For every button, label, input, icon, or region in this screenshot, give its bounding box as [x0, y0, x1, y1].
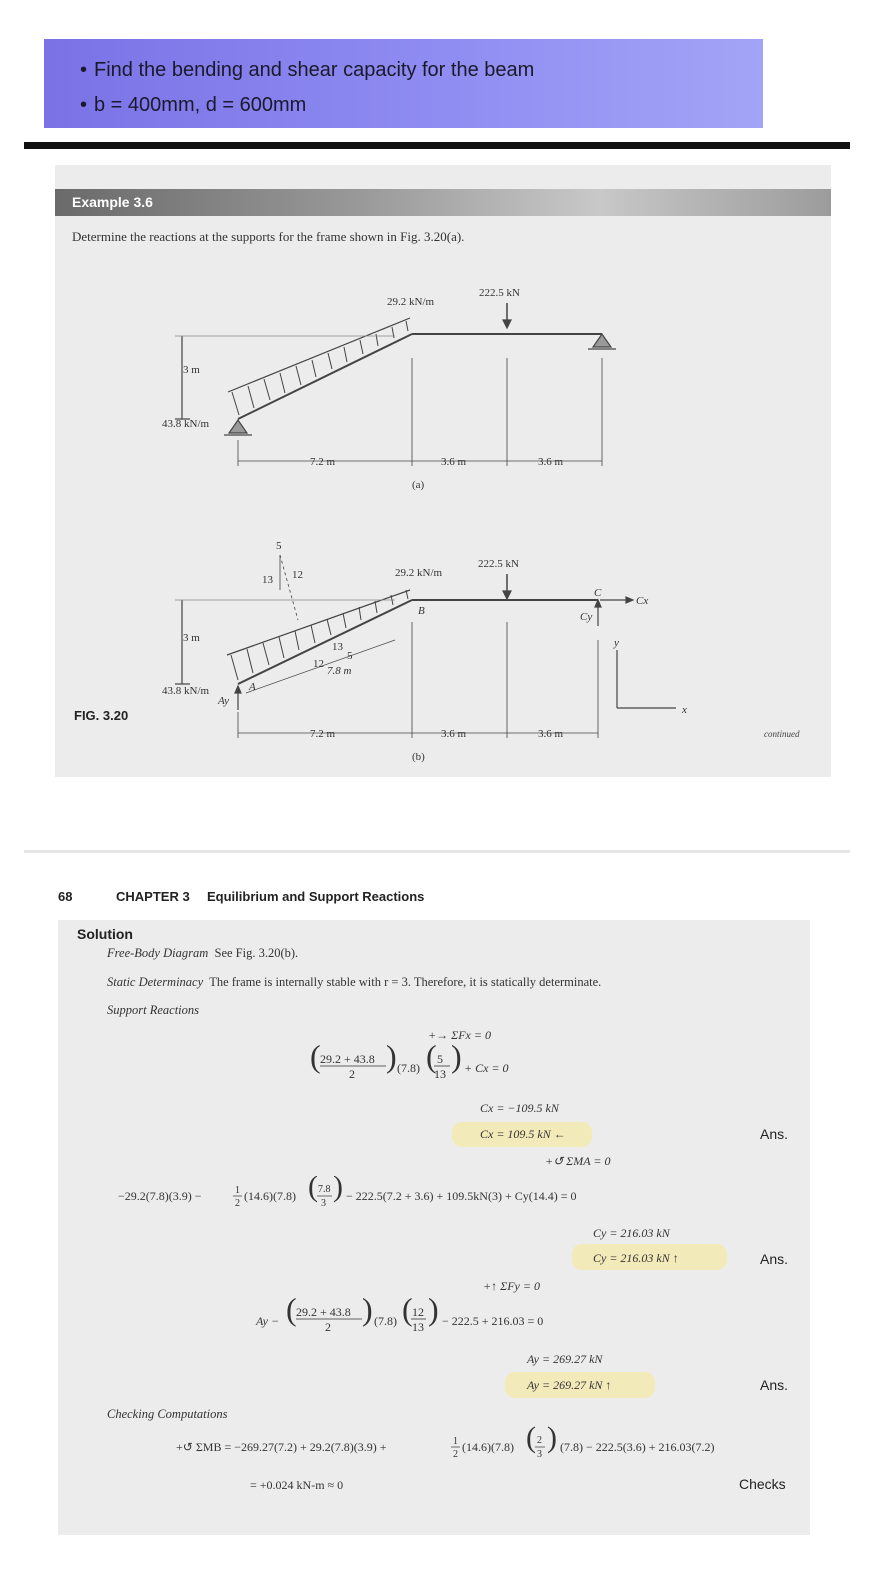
- frac5-num: 5: [437, 1052, 443, 1066]
- label-height-b: 3 m: [183, 632, 200, 644]
- label-slope-5: 5: [276, 540, 282, 552]
- caption-a: (a): [412, 479, 425, 491]
- figure-label: FIG. 3.20: [74, 708, 129, 723]
- eq-sum-fx: +→ ΣFx = 0: [428, 1028, 491, 1042]
- bullet-question: • Find the bending and shear capacity for the beam: [80, 59, 535, 81]
- chapter-label: CHAPTER 3: [116, 889, 190, 904]
- frac23-den: 3: [537, 1449, 542, 1460]
- eq3-mid: (7.8): [374, 1314, 397, 1328]
- svg-text:): ): [333, 1176, 343, 1203]
- label-dim3-b: 3.6 m: [538, 728, 564, 740]
- label-tri-13: 13: [332, 641, 343, 653]
- eq-ma-expression: [110, 1176, 670, 1220]
- eq-fx-expression: [300, 1045, 540, 1093]
- checks-label: Checks: [739, 1476, 786, 1492]
- label-node-b: B: [418, 605, 425, 617]
- eq3-a: Ay −: [256, 1314, 280, 1328]
- label-length-b: 7.8 m: [327, 665, 352, 677]
- eq2-b: (14.6)(7.8): [244, 1189, 296, 1203]
- fbd-line: [107, 946, 298, 961]
- svg-text:): ): [362, 1298, 373, 1327]
- eq1-end: + Cx = 0: [464, 1061, 509, 1075]
- frac23-num: 2: [537, 1435, 542, 1446]
- pin-support-a-right: [593, 334, 611, 347]
- frac-den-2: 2: [325, 1320, 331, 1334]
- label-dim1-b: 7.2 m: [310, 728, 336, 740]
- fbd-text: See Fig. 3.20(b).: [214, 946, 299, 960]
- cy-value: Cy = 216.03 kN: [593, 1226, 670, 1240]
- label-load-top-b: 29.2 kN/m: [395, 567, 443, 579]
- solution-title: Solution: [77, 926, 133, 942]
- svg-text:(: (: [426, 1045, 437, 1074]
- ans-cy: Ans.: [760, 1251, 789, 1267]
- determinacy-line: [107, 975, 601, 990]
- frac5-den: 13: [434, 1067, 446, 1081]
- label-force-cy: Cy: [580, 611, 593, 623]
- label-point-load-b: 222.5 kN: [478, 558, 519, 570]
- paren-close: ): [386, 1045, 397, 1074]
- frac-num: 29.2 + 43.8: [320, 1052, 375, 1066]
- determinacy-text: The frame is internally stable with r = 3. Therefore, it is statically determinate.: [209, 975, 602, 989]
- label-node-c: C: [594, 587, 602, 599]
- frac78-num: 7.8: [318, 1184, 331, 1195]
- frac78-den: 3: [321, 1198, 326, 1209]
- label-axis-x: x: [682, 704, 687, 716]
- label-node-a: A: [249, 681, 256, 693]
- figure-b-drawing: [175, 555, 676, 738]
- label-height-a: 3 m: [183, 364, 200, 376]
- ay-answer: Ay = 269.27 kN ↑: [527, 1378, 612, 1392]
- label-tri-12: 12: [313, 658, 324, 670]
- paren-open: (: [310, 1045, 321, 1074]
- frac-den: 2: [349, 1067, 355, 1081]
- divider-middle: [24, 850, 850, 853]
- check-result: = +0.024 kN-m ≈ 0: [250, 1478, 344, 1492]
- half-den-2: 2: [453, 1449, 458, 1460]
- check-a: +↺ ΣMB = −269.27(7.2) + 29.2(7.8)(3.9) +: [176, 1440, 387, 1454]
- half-num: 1: [235, 1185, 240, 1196]
- half-den: 2: [235, 1198, 240, 1209]
- svg-text:(: (: [286, 1298, 297, 1327]
- eq1-mid: (7.8): [397, 1061, 420, 1075]
- svg-text:): ): [547, 1425, 557, 1454]
- eq-sum-ma: +↺ ΣMA = 0: [545, 1154, 611, 1168]
- eq-sum-fy: +↑ ΣFy = 0: [483, 1279, 540, 1293]
- svg-text:(: (: [526, 1425, 536, 1454]
- caption-b: (b): [412, 751, 425, 763]
- cy-answer: Cy = 216.03 kN ↑: [593, 1251, 679, 1265]
- bullet-dimensions: • b = 400mm, d = 600mm: [80, 94, 307, 116]
- support-reactions-label: Support Reactions: [107, 1003, 200, 1017]
- label-slope-12: 12: [292, 569, 303, 581]
- label-tri-5: 5: [347, 650, 353, 662]
- check-b: (14.6)(7.8): [462, 1440, 514, 1454]
- distributed-load-arrows-a: [232, 321, 408, 415]
- pin-support-a-left: [229, 420, 247, 433]
- label-force-cx: Cx: [636, 595, 649, 607]
- check-c: (7.8) − 222.5(3.6) + 216.03(7.2): [560, 1440, 715, 1454]
- svg-text:(: (: [402, 1298, 413, 1327]
- half-num-2: 1: [453, 1436, 458, 1447]
- svg-text:(: (: [308, 1176, 318, 1203]
- svg-text:): ): [428, 1298, 439, 1327]
- label-load-bottom-b: 43.8 kN/m: [162, 685, 210, 697]
- frac12-num: 12: [412, 1305, 424, 1319]
- ans-cx: Ans.: [760, 1126, 789, 1142]
- fbd-label: Free-Body Diagram: [107, 946, 209, 960]
- label-dim2-b: 3.6 m: [441, 728, 467, 740]
- frame-inclined-member-a: [238, 334, 412, 419]
- label-point-load-a: 222.5 kN: [479, 287, 520, 299]
- load-envelope-a: [228, 318, 410, 392]
- label-force-ay: Ay: [218, 695, 229, 707]
- label-load-top-a: 29.2 kN/m: [387, 296, 435, 308]
- checking-label: Checking Computations: [107, 1407, 228, 1421]
- label-axis-y: y: [614, 637, 619, 649]
- label-dim3-a: 3.6 m: [538, 456, 564, 468]
- continued-note: continued: [764, 729, 800, 739]
- frac-num-2: 29.2 + 43.8: [296, 1305, 351, 1319]
- problem-statement: Determine the reactions at the supports for the frame shown in Fig. 3.20(a).: [72, 229, 465, 244]
- chapter-title: Equilibrium and Support Reactions: [207, 889, 425, 904]
- point-load-arrowhead-a: [503, 320, 511, 328]
- label-slope-13: 13: [262, 574, 273, 586]
- cx-answer: Cx = 109.5 kN ←: [480, 1127, 566, 1141]
- cx-value: Cx = −109.5 kN: [480, 1101, 559, 1115]
- eq2-c: − 222.5(7.2 + 3.6) + 109.5kN(3) + Cy(14.4) = 0: [346, 1189, 577, 1203]
- check-expression: [170, 1425, 770, 1469]
- example-label: Example 3.6: [72, 194, 153, 210]
- determinacy-label: Static Determinacy: [107, 975, 204, 989]
- label-dim2-a: 3.6 m: [441, 456, 467, 468]
- eq-fy-expression: [250, 1298, 590, 1346]
- svg-text:): ): [451, 1045, 462, 1074]
- eq3-end: − 222.5 + 216.03 = 0: [442, 1314, 544, 1328]
- label-dim1-a: 7.2 m: [310, 456, 336, 468]
- ans-ay: Ans.: [760, 1377, 789, 1393]
- slope-triangle-b: [280, 555, 298, 620]
- page-number: 68: [58, 889, 73, 904]
- label-load-bottom-a: 43.8 kN/m: [162, 418, 210, 430]
- frac12-den: 13: [412, 1320, 424, 1334]
- eq2-a: −29.2(7.8)(3.9) −: [118, 1189, 202, 1203]
- ay-value: Ay = 269.27 kN: [527, 1352, 603, 1366]
